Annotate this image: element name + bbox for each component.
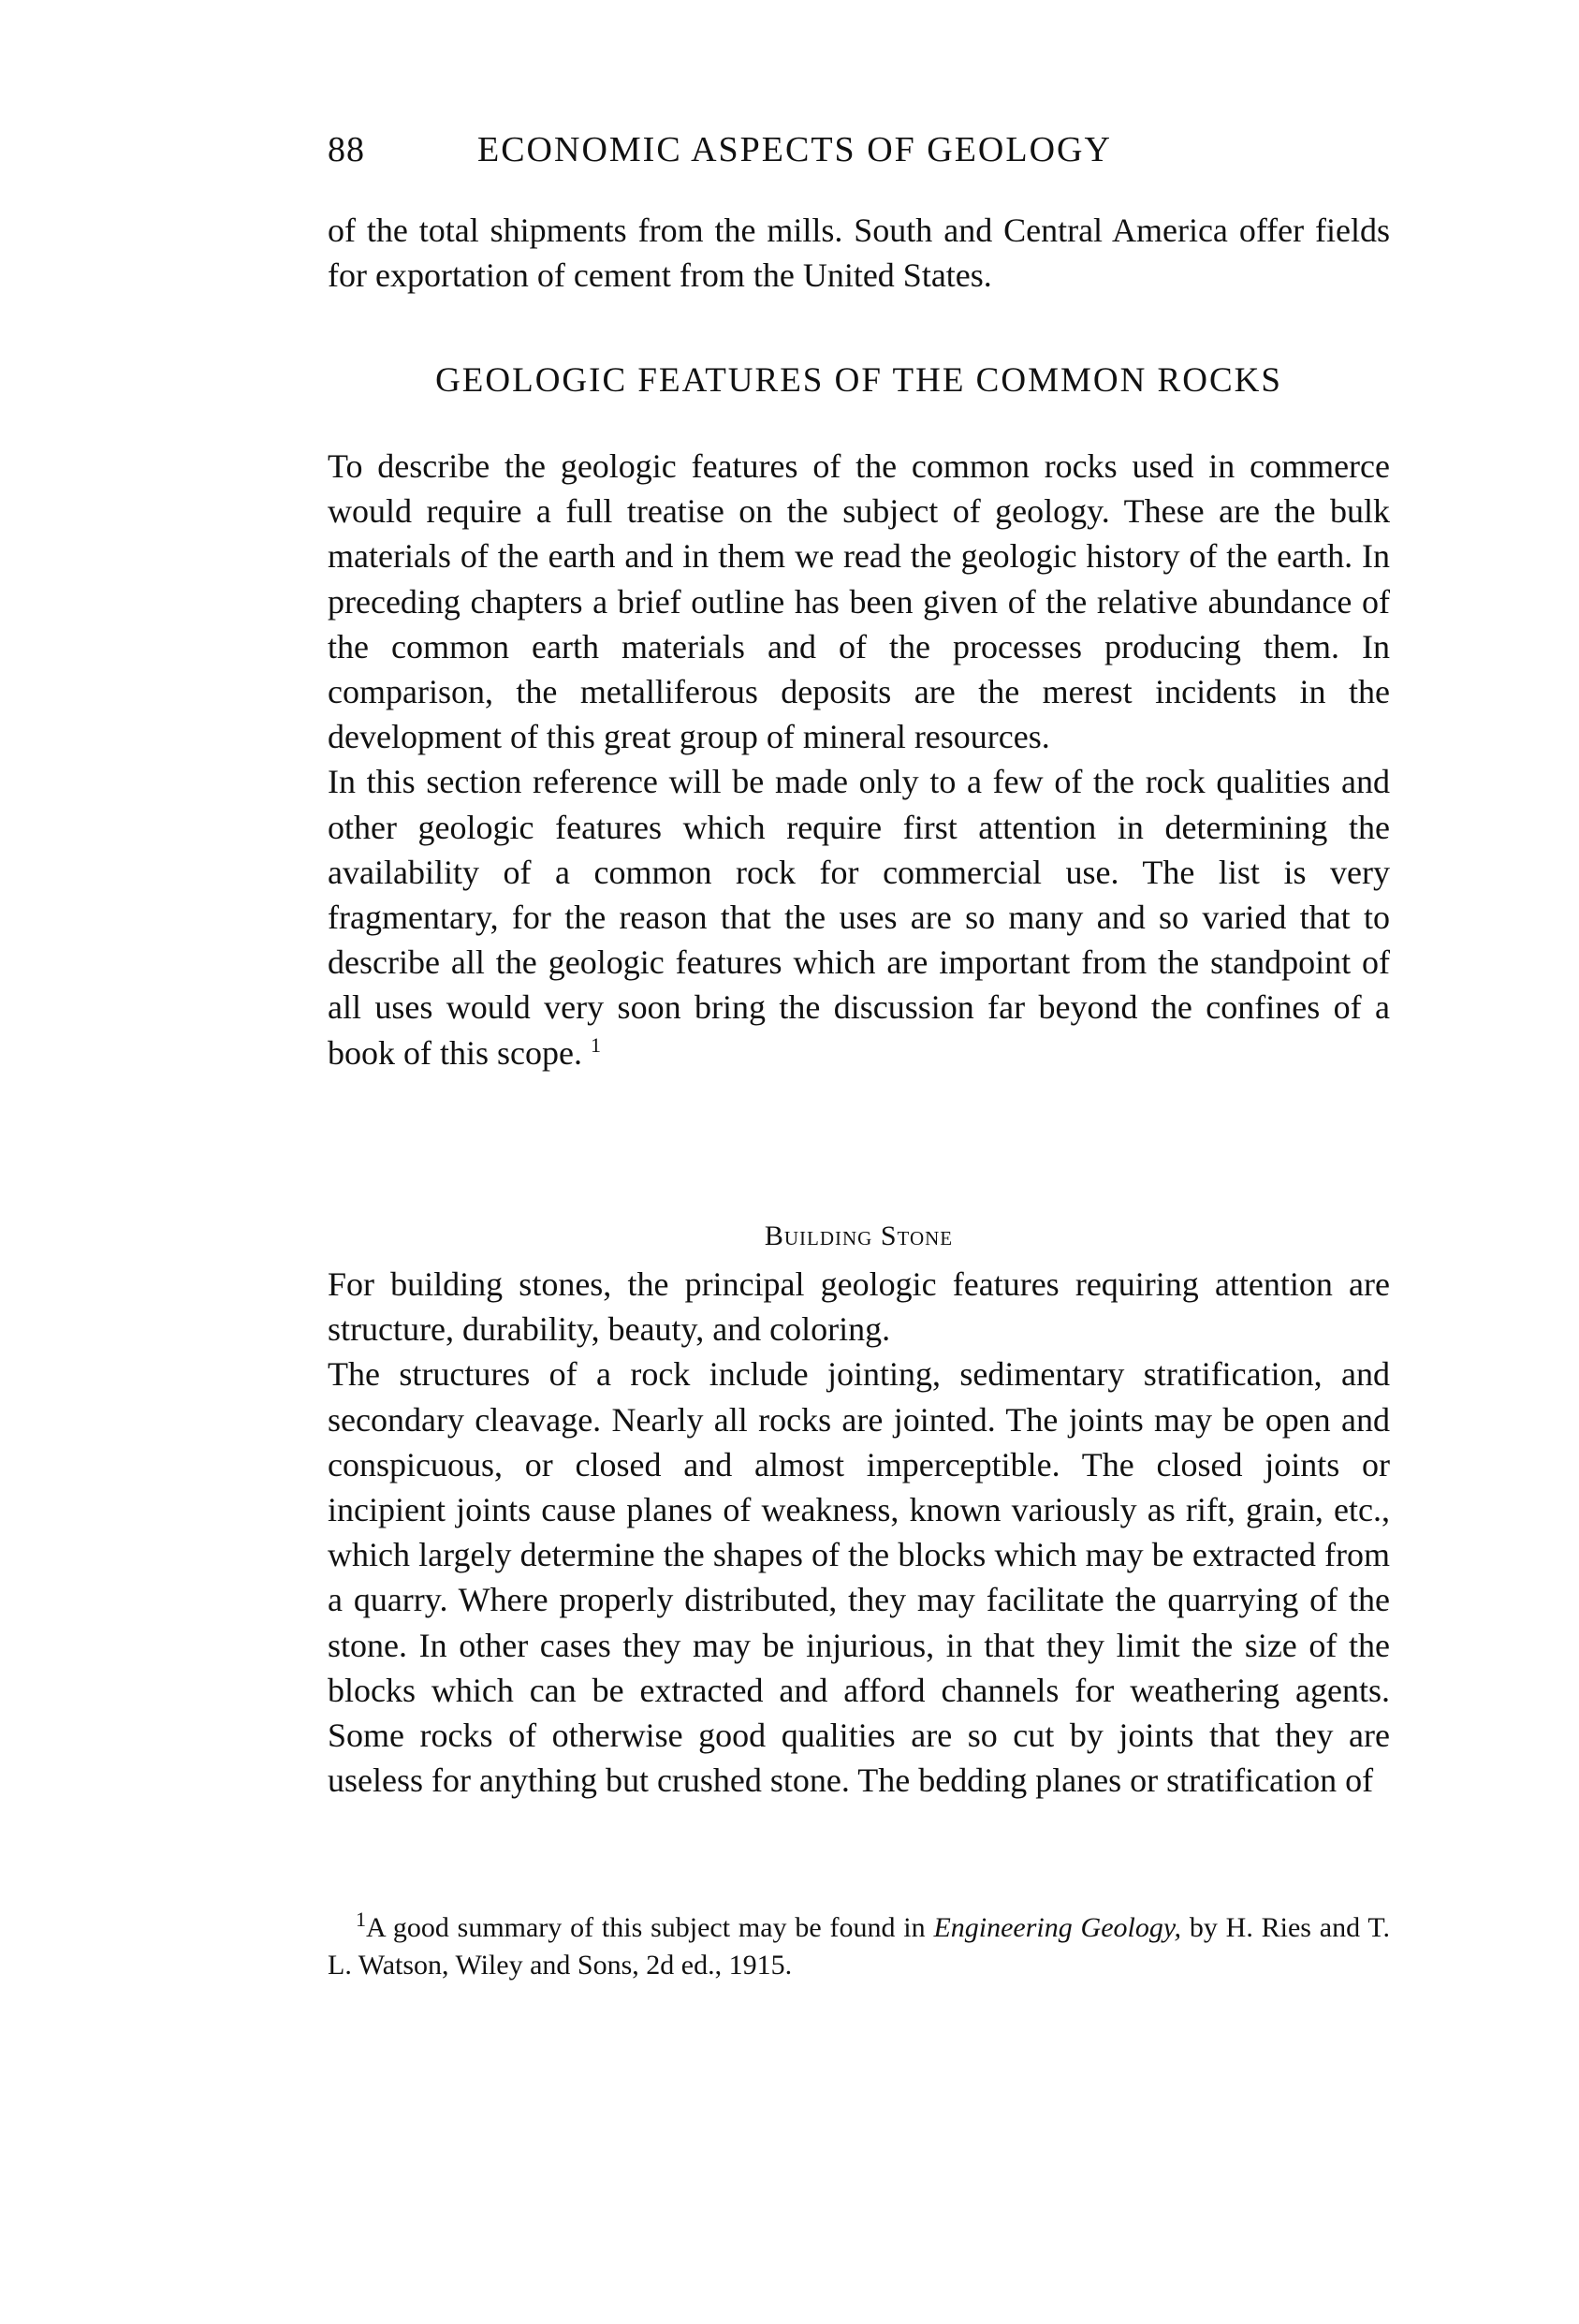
subsection-paragraph-1: For building stones, the principal geologic features requiring attention are structure, durability, beauty, and coloring.: [328, 1265, 1390, 1349]
running-header: [328, 129, 1395, 170]
footnote-text-after: by H. Ries and T. L. Watson, Wiley and Sons, 2d ed., 1915.: [328, 1912, 1390, 1981]
section-paragraph-1: To describe the geologic features of the common rocks used in commerce would require a full treatise on the subject of geology. These are the bulk materials of the earth and in them we read the geologic history of the earth. In preceding chapters a brief outline has been given of the relative abundance of the common earth materials and of the processes producing them. In comparison, the metalliferous deposits are the merest incidents in the development of this great group of mineral resources.: [328, 447, 1390, 756]
subsection-title: Building Stone: [764, 1220, 954, 1251]
running-title: ECONOMIC ASPECTS OF GEOLOGY: [477, 130, 1112, 169]
section-paragraph-2-text: In this section reference will be made only to a few of the rock qualities and other geologic features which require first attention in determining the availability of a common rock for commercial use. The list is very fragmentary, for the reason that the uses are so many and so varied that to describe all the geologic features which are important from the standpoint of all uses would very soon bring the discussion far beyond the confines of a book of this scope.: [328, 763, 1390, 1072]
footnote-text: [328, 1909, 1390, 1984]
footnote-book-title: Engineering Geology,: [933, 1912, 1182, 1943]
page-number: 88: [328, 130, 365, 169]
footnote-reference: 1: [590, 1032, 601, 1057]
intro-continuation: [328, 208, 1390, 298]
intro-paragraph: of the total shipments from the mills. South and Central America offer fields for exportation of cement from the United States.: [328, 212, 1390, 295]
footnote-text-before: A good summary of this subject may be found in: [366, 1912, 934, 1943]
footnote-marker: 1: [356, 1907, 366, 1931]
section-body: [328, 444, 1390, 1075]
section-title: GEOLOGIC FEATURES OF THE COMMON ROCKS: [435, 361, 1282, 400]
footnote: [328, 1909, 1390, 1984]
subsection-paragraph-2: The structures of a rock include jointing, sedimentary stratification, and secondary cleavage. Nearly all rocks are jointed. The joints may be open and conspicuous, or closed and almost imperceptible. The closed joints or incipient joints cause planes of weakness, known variously as rift, grain, etc., which largely determine the shapes of the blocks which may be extracted from a quarry. Where properly distributed, they may facilitate the quarrying of the stone. In other cases they may be injurious, in that they limit the size of the blocks which can be extracted and afford channels for weathering agents. Some rocks of otherwise good qualities are so cut by joints that they are useless for anything but crushed stone. The bedding planes or stratification of: [328, 1355, 1390, 1800]
section-paragraph-2: [328, 759, 1390, 1074]
subsection-body: [328, 1262, 1390, 1803]
